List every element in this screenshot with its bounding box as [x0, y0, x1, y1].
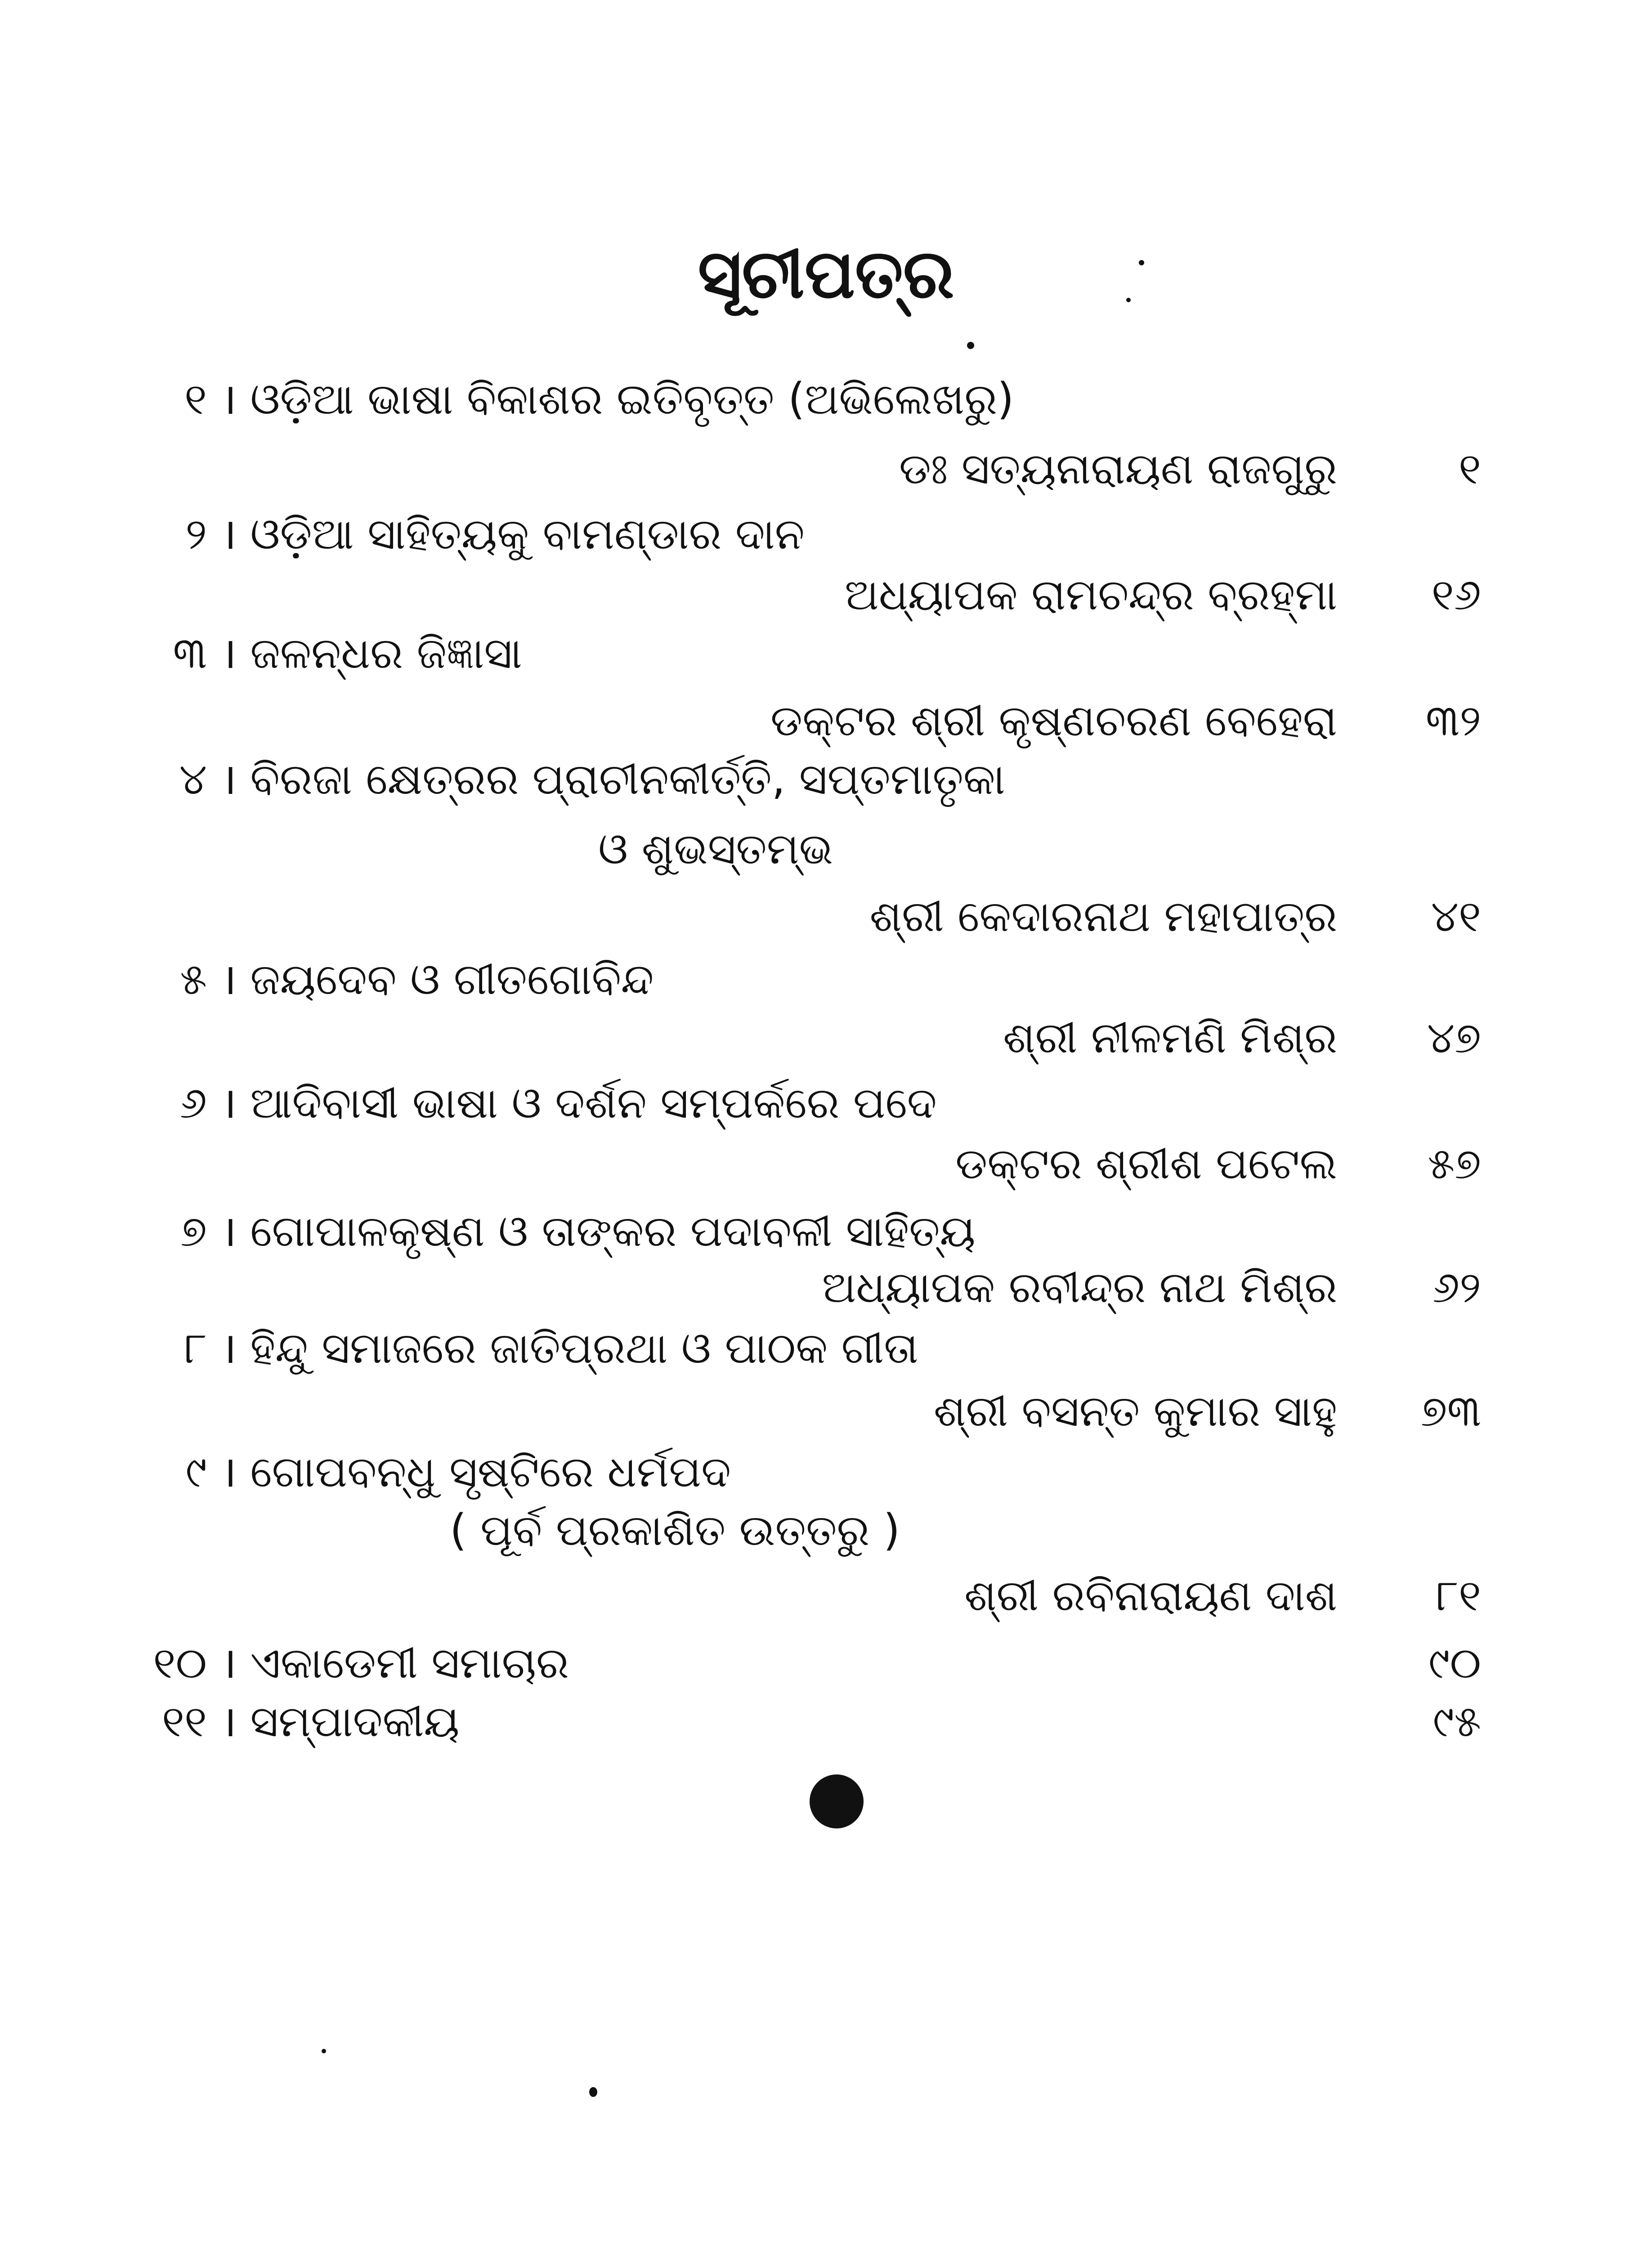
entry-number: ୨: [185, 509, 207, 559]
danda-separator: ।: [220, 1206, 237, 1256]
toc-entry-title: [130, 627, 522, 679]
entry-number: ୧୦: [153, 1638, 207, 1688]
entry-author: ଅଧ୍ୟାପକ ରବୀନ୍ଦ୍ର ନାଥ ମିଶ୍ର: [822, 1262, 1337, 1313]
entry-page-number: ୯୦: [1428, 1638, 1481, 1688]
toc-entry-title: [130, 753, 1005, 805]
toc-entry-title: [130, 954, 654, 1005]
toc-entry-title: [130, 1696, 460, 1747]
entry-number: ୪: [179, 754, 207, 804]
entry-number: ୬: [179, 1078, 207, 1128]
entry-page-number: ୧: [1458, 444, 1481, 494]
entry-page-number: ୧୬: [1431, 569, 1481, 620]
entry-title: ଆଦିବାସୀ ଭାଷା ଓ ଦର୍ଶନ ସମ୍ପର୍କରେ ପଦେ: [250, 1078, 937, 1128]
danda-separator: ।: [220, 1638, 237, 1688]
ink-speck: [967, 342, 974, 349]
danda-separator: ।: [220, 954, 237, 1004]
danda-separator: ।: [220, 628, 237, 678]
entry-number: ୮: [184, 1323, 207, 1373]
entry-author: ଅଧ୍ୟାପକ ରାମଚନ୍ଦ୍ର ବ୍ରହ୍ମା: [844, 569, 1337, 620]
entry-page-number: ୮୧: [1436, 1570, 1481, 1621]
entry-page-number: ୯୫: [1433, 1696, 1481, 1747]
danda-separator: ।: [220, 1323, 237, 1373]
entry-author: ଶ୍ରୀ ରବିନାରାୟଣ ଦାଶ: [964, 1570, 1337, 1621]
entry-title: ଏକାଡେମୀ ସମାଚାର: [250, 1638, 569, 1688]
ink-speck: [1126, 298, 1131, 302]
entry-author: ଶ୍ରୀ ବସନ୍ତ କୁମାର ସାହୁ: [933, 1386, 1337, 1436]
ink-speck: [589, 2087, 597, 2097]
danda-separator: ।: [220, 754, 237, 804]
entry-title: ହିନ୍ଦୁ ସମାଜରେ ଜାତିପ୍ରଥା ଓ ପାଠକ ଗୀତା: [250, 1323, 918, 1373]
entry-title: ଓଡ଼ିଆ ସାହିତ୍ୟକୁ ବାମଣ୍ଡାର ଦାନ: [250, 509, 805, 559]
danda-separator: ।: [220, 1078, 237, 1128]
end-ornament-dot: [810, 1774, 864, 1828]
entry-author: ଡକ୍ଟର ଶ୍ରୀଶ ପଟେଲ: [955, 1138, 1337, 1189]
page-title: ସୂଚୀପତ୍ର: [698, 235, 954, 314]
entry-author: ଡକ୍ଟର ଶ୍ରୀ କୃଷ୍ଣଚରଣ ବେହେରା: [770, 695, 1337, 746]
danda-separator: ।: [220, 1447, 237, 1497]
entry-page-number: ୪୭: [1427, 1012, 1481, 1063]
entry-page-number: ୩୨: [1425, 695, 1481, 746]
entry-page-number: ୭୩: [1420, 1386, 1481, 1436]
entry-subtitle: ଓ ଶୁଭସ୍ତମ୍ଭ: [598, 824, 833, 874]
entry-title: ଓଡ଼ିଆ ଭାଷା ବିକାଶର ଇତିବୃତ୍ତ (ଅଭିଲେଖରୁ): [250, 374, 1014, 424]
entry-author: ଡଃ ସତ୍ୟନାରାୟଣ ରାଜଗୁରୁ: [899, 444, 1337, 494]
entry-number: ୯: [185, 1447, 207, 1497]
entry-title: ଜଳନ୍ଧର ଜିଜ୍ଞାସା: [250, 628, 522, 678]
entry-title: ଜୟଦେବ ଓ ଗୀତଗୋବିନ୍ଦ: [250, 954, 654, 1004]
entry-number: ୩: [173, 628, 207, 678]
toc-entry-title: [130, 1077, 937, 1129]
entry-page-number: ୬୨: [1432, 1262, 1481, 1313]
entry-page-number: ୫୭: [1428, 1138, 1481, 1189]
danda-separator: ।: [220, 374, 237, 424]
entry-subtitle: ( ପୂର୍ବ ପ୍ରକାଶିତ ଉତ୍ତରୁ ): [450, 1505, 900, 1555]
toc-entry-title: [130, 1322, 918, 1374]
entry-number: ୧: [184, 374, 207, 424]
entry-author: ଶ୍ରୀ କେଦାରନାଥ ମହାପାତ୍ର: [869, 891, 1337, 941]
danda-separator: ।: [220, 1696, 237, 1747]
ink-speck: [322, 2049, 326, 2053]
toc-entry-title: [130, 1205, 976, 1257]
entry-author: ଶ୍ରୀ ନୀଳମଣି ମିଶ୍ର: [1003, 1012, 1337, 1063]
toc-entry-title: [130, 508, 805, 560]
entry-title: ଗୋପାଳକୃଷ୍ଣ ଓ ତାଙ୍କର ପଦାବଳୀ ସାହିତ୍ୟ: [250, 1206, 976, 1256]
entry-number: ୭: [180, 1206, 207, 1256]
toc-entry-title: [130, 1637, 569, 1689]
entry-title: ବିରଜା କ୍ଷେତ୍ରର ପ୍ରାଚୀନକୀର୍ତ୍ତି, ସପ୍ତମାତୃକା: [250, 754, 1005, 804]
ink-speck: [1139, 260, 1144, 265]
danda-separator: ।: [220, 509, 237, 559]
entry-title: ସମ୍ପାଦକୀୟ: [250, 1696, 460, 1747]
entry-number: ୫: [180, 954, 207, 1004]
entry-number: ୧୧: [161, 1696, 207, 1747]
toc-entry-title: [130, 1446, 731, 1498]
entry-page-number: ୪୧: [1431, 891, 1481, 941]
toc-entry-title: [130, 373, 1014, 425]
entry-title: ଗୋପବନ୍ଧୁ ସୃଷ୍ଟିରେ ଧର୍ମପଦ: [250, 1447, 731, 1497]
